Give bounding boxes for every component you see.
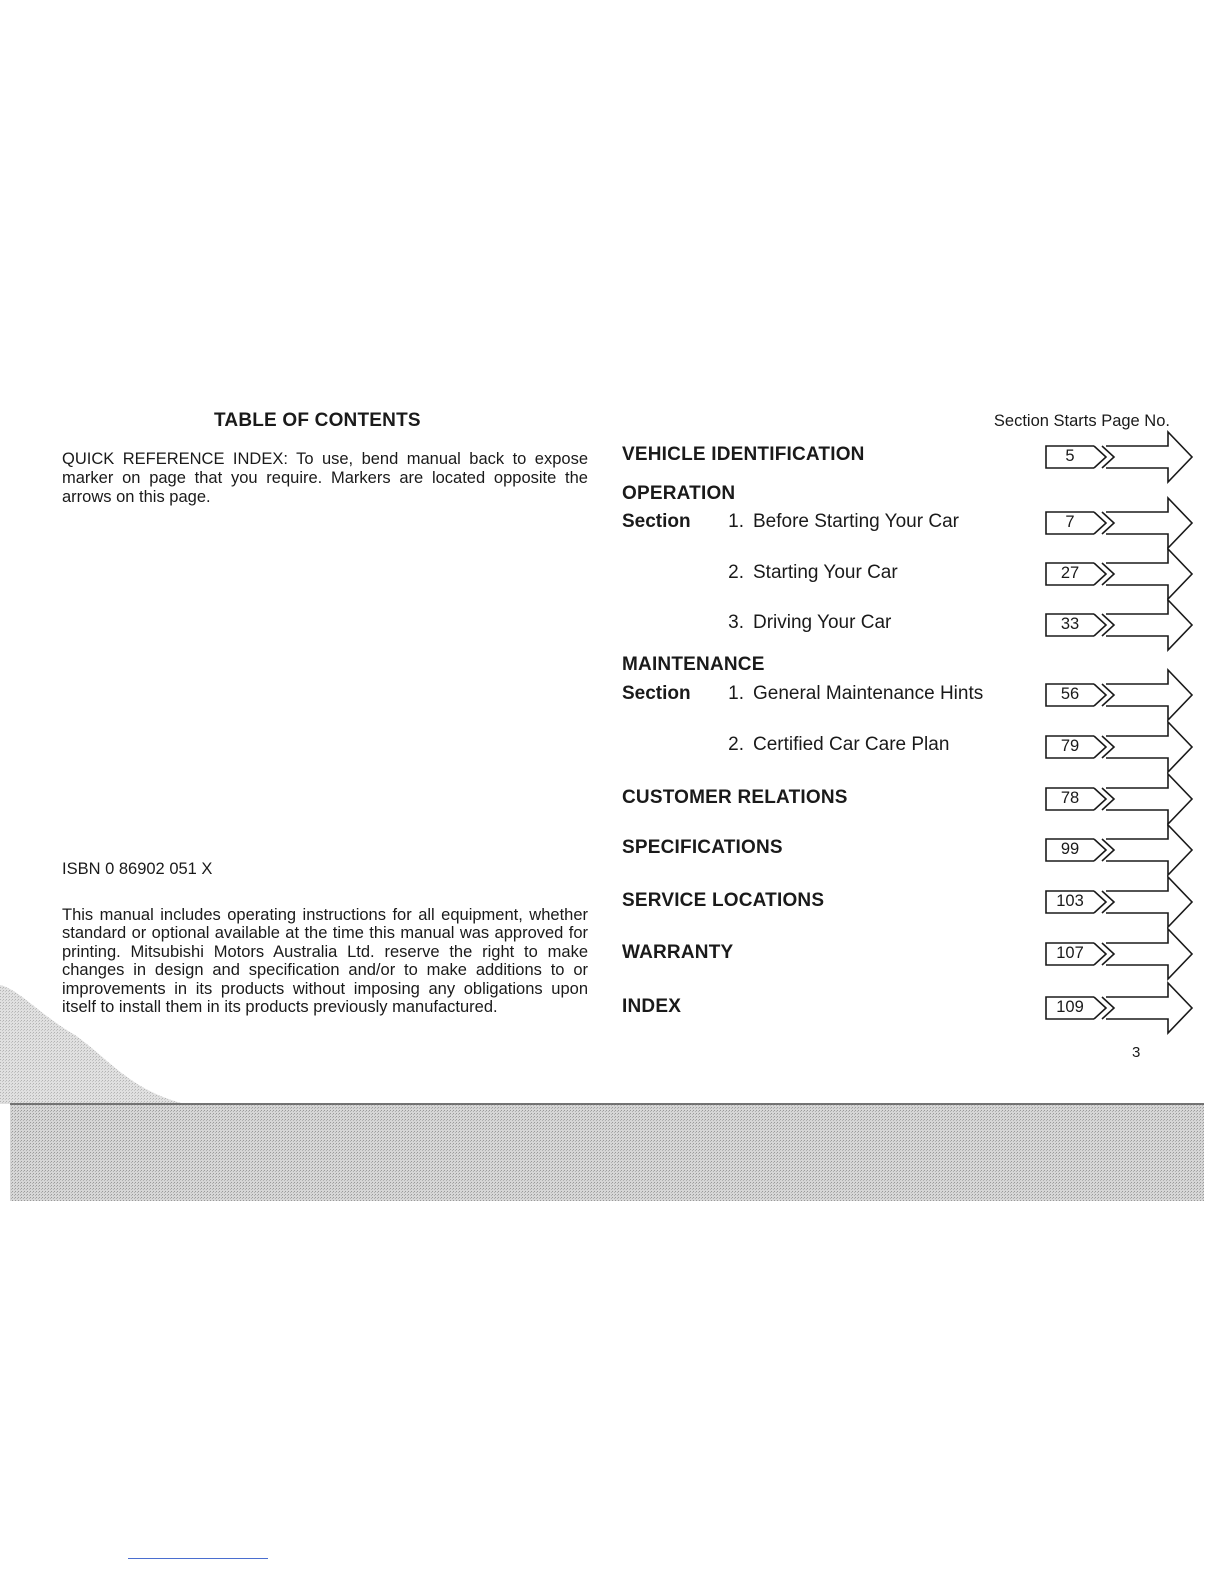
page-marker-specifications[interactable] <box>1040 823 1200 877</box>
item-label: Certified Car Care Plan <box>753 734 950 755</box>
page-marker-number: 7 <box>1065 513 1075 531</box>
item-number: 3. <box>728 612 744 633</box>
page-marker-number: 78 <box>1060 789 1080 807</box>
page-marker-certified-car-care[interactable] <box>1040 720 1200 774</box>
page-title: TABLE OF CONTENTS <box>214 410 421 431</box>
toc-entry-customer-relations[interactable]: CUSTOMER RELATIONS <box>622 787 848 808</box>
bottom-grey-band <box>10 1103 1204 1201</box>
toc-entry-vehicle-identification[interactable]: VEHICLE IDENTIFICATION <box>622 444 865 465</box>
page-marker-number: 79 <box>1060 737 1080 755</box>
item-label: Driving Your Car <box>753 612 892 633</box>
page-marker-vehicle-identification[interactable] <box>1040 430 1200 484</box>
item-number: 1. <box>728 683 744 704</box>
disclaimer-text: This manual includes operating instructions for all equipment, whether standard or optional available at the time this manual was approved for printing. Mitsubishi Motors Australia Ltd. reserve the right to make changes in design and specification and/or to make additions to or improvements in its products without imposing any obligations upon itself to install them in its products previously manufactured. <box>62 906 588 1017</box>
item-number: 2. <box>728 734 744 755</box>
page-marker-number: 103 <box>1056 892 1084 910</box>
quick-reference-text: QUICK REFERENCE INDEX: To use, bend manual back to expose marker on page that you require. Markers are located opposite the arrows on this page. <box>62 450 588 506</box>
toc-heading-maintenance: MAINTENANCE <box>622 654 765 675</box>
page-marker-number: 109 <box>1056 998 1084 1016</box>
toc-entry-driving-your-car[interactable] <box>622 612 891 634</box>
page-number: 3 <box>1132 1044 1141 1061</box>
toc-entry-index[interactable]: INDEX <box>622 996 682 1017</box>
toc-entry-general-maintenance[interactable] <box>622 683 983 705</box>
page-marker-number: 33 <box>1060 615 1080 633</box>
toc-entry-service-locations[interactable]: SERVICE LOCATIONS <box>622 890 825 911</box>
column-header: Section Starts Page No. <box>993 412 1170 430</box>
section-label: Section <box>622 511 691 532</box>
page-marker-number: 99 <box>1060 840 1080 858</box>
section-label: Section <box>622 683 691 704</box>
item-label: General Maintenance Hints <box>753 683 984 704</box>
toc-entry-warranty[interactable]: WARRANTY <box>622 942 734 963</box>
toc-entry-before-starting[interactable] <box>622 511 959 533</box>
page-marker-customer-relations[interactable] <box>1040 772 1200 826</box>
page-marker-service-locations[interactable] <box>1040 875 1200 929</box>
page-marker-number: 5 <box>1065 447 1075 465</box>
page-marker-driving-your-car[interactable] <box>1040 598 1200 652</box>
item-label: Starting Your Car <box>753 562 898 583</box>
page-marker-warranty[interactable] <box>1040 927 1200 981</box>
toc-entry-certified-car-care[interactable] <box>622 734 949 756</box>
toc-heading-operation: OPERATION <box>622 483 736 504</box>
page-marker-number: 56 <box>1060 685 1080 703</box>
page-marker-general-maintenance[interactable] <box>1040 668 1200 722</box>
page-marker-starting-your-car[interactable] <box>1040 547 1200 601</box>
item-number: 1. <box>728 511 744 532</box>
page-marker-before-starting[interactable] <box>1040 496 1200 550</box>
bottom-rule <box>128 1558 268 1559</box>
item-number: 2. <box>728 562 744 583</box>
toc-entry-specifications[interactable]: SPECIFICATIONS <box>622 837 783 858</box>
toc-entry-starting-your-car[interactable] <box>622 562 898 584</box>
isbn-number: ISBN 0 86902 051 X <box>62 860 213 878</box>
page-marker-number: 107 <box>1056 944 1084 962</box>
page-marker-number: 27 <box>1060 564 1080 582</box>
item-label: Before Starting Your Car <box>753 511 959 532</box>
page-marker-index[interactable] <box>1040 981 1200 1035</box>
